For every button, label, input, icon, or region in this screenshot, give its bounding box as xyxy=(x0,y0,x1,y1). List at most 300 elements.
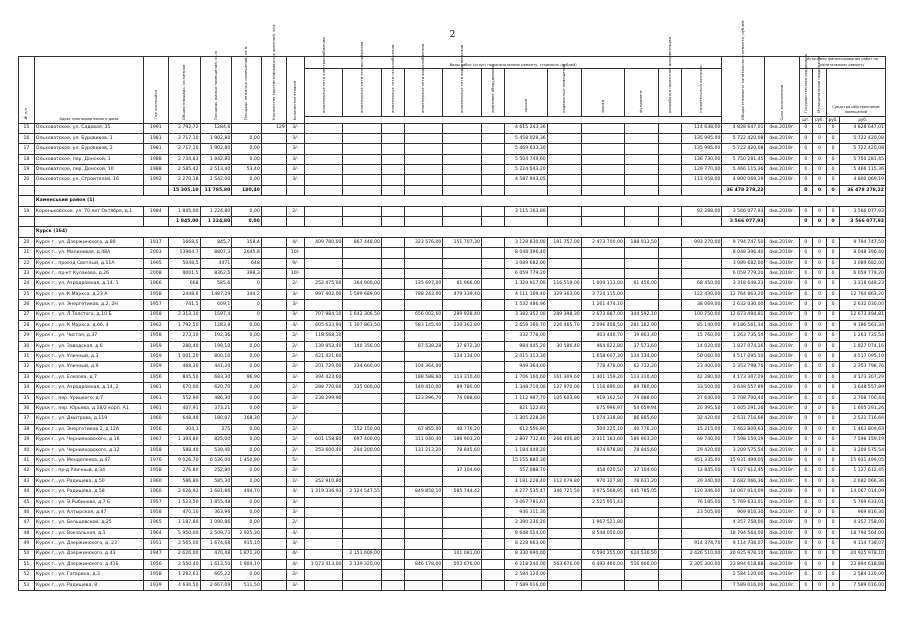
row-work-cost xyxy=(404,300,443,310)
header-residents: Количество зарегистрированных жителей, чел. xyxy=(261,57,286,124)
row-funding-state: 0 xyxy=(799,279,813,289)
row-nonliving-area: 0,00 xyxy=(232,352,262,362)
row-residents xyxy=(261,518,286,528)
row-total-cost: 9 114 738,07 xyxy=(722,539,765,549)
row-floors: 3/- xyxy=(286,154,304,164)
table-row xyxy=(19,237,886,247)
row-funding-other: 0 xyxy=(826,539,840,549)
row-funding-other: 0 xyxy=(826,144,840,154)
row-residents xyxy=(261,320,286,330)
row-total-area: 276,80 xyxy=(168,466,200,476)
row-funding-other: 0 xyxy=(826,341,840,351)
row-funding-state: 0 xyxy=(799,528,813,538)
row-work-cost xyxy=(681,580,722,590)
row-work-cost: 344 592,10 xyxy=(624,310,658,320)
row-floors: 4/- xyxy=(286,487,304,497)
row-work-cost: 997 402,00 xyxy=(304,289,343,299)
row-funding-owners: 7 598 159,19 xyxy=(840,435,886,445)
row-period: 4кв.2019г. xyxy=(765,424,799,434)
row-work-cost xyxy=(404,175,443,185)
row-total-area: 1 394,80 xyxy=(168,435,200,445)
row-work-cost xyxy=(382,424,405,434)
row-funding-municipal: 0 xyxy=(813,559,827,569)
row-funding-municipal: 0 xyxy=(813,580,827,590)
row-work-cost: 3 089 682,00 xyxy=(504,258,547,268)
row-work-cost xyxy=(547,175,581,185)
table-row xyxy=(19,580,886,590)
row-funding-owners: 4 173 307,29 xyxy=(840,372,886,382)
row-funding-state: 0 xyxy=(799,123,813,133)
row-funding-other: 0 xyxy=(826,518,840,528)
total-spacer xyxy=(681,185,722,195)
row-work-cost xyxy=(343,507,382,517)
row-work-cost xyxy=(382,165,405,175)
header-funding-col: Государственная поддержка xyxy=(799,69,813,117)
row-nonliving-area: 1 871,30 xyxy=(232,549,262,559)
row-total-cost: 15 931 499,05 xyxy=(722,456,765,466)
row-work-cost xyxy=(304,497,343,507)
row-work-cost: 3 128 830,00 xyxy=(504,237,547,247)
row-nonliving-area: 0,00 xyxy=(232,445,262,455)
row-funding-municipal: 0 xyxy=(813,372,827,382)
row-work-cost: 1 706 160,60 xyxy=(504,372,547,382)
row-work-cost: 61 456,00 xyxy=(624,279,658,289)
row-work-cost xyxy=(382,123,405,133)
row-number: 51 xyxy=(19,559,35,569)
table-row xyxy=(19,404,886,414)
row-work-cost: 149 410,00 xyxy=(404,383,443,393)
row-work-cost xyxy=(581,507,624,517)
row-work-cost: 867 448,00 xyxy=(343,237,382,247)
capital-repair-table xyxy=(18,20,886,591)
row-number: 27 xyxy=(19,310,35,320)
header-work-col: инженерные сети водоотведения xyxy=(443,69,482,117)
row-work-cost: 2 390 236,20 xyxy=(504,518,547,528)
row-work-cost xyxy=(304,133,343,143)
row-work-cost xyxy=(382,414,405,424)
row-residents xyxy=(261,206,286,216)
row-number: 21 xyxy=(19,248,35,258)
row-work-cost: 32 420,00 xyxy=(681,414,722,424)
row-funding-other: 0 xyxy=(826,268,840,278)
row-funding-municipal: 0 xyxy=(813,497,827,507)
row-total-area: 5048,5 xyxy=(168,258,200,268)
row-residents xyxy=(261,466,286,476)
row-work-cost xyxy=(382,258,405,268)
row-residents xyxy=(261,559,286,569)
total-row xyxy=(19,185,886,195)
header-work-col: фасад xyxy=(581,69,624,117)
row-work-cost xyxy=(343,497,382,507)
total-spacer xyxy=(143,185,168,195)
row-work-cost xyxy=(304,570,343,580)
row-nonliving-area: 344,2 xyxy=(232,289,262,299)
row-funding-state: 0 xyxy=(799,570,813,580)
row-work-cost xyxy=(481,487,504,497)
row-work-cost xyxy=(481,528,504,538)
row-work-cost xyxy=(382,362,405,372)
row-funding-state: 0 xyxy=(799,476,813,486)
row-funding-other: 0 xyxy=(826,362,840,372)
row-work-cost xyxy=(547,258,581,268)
row-work-cost: 29 340,00 xyxy=(681,476,722,486)
total-funding: 0 xyxy=(813,185,827,195)
row-work-cost xyxy=(343,456,382,466)
row-funding-state: 0 xyxy=(799,237,813,247)
row-living-area: 8362,5 xyxy=(200,268,232,278)
row-work-cost: 1 329 917,00 xyxy=(504,279,547,289)
row-work-cost: 346 721,50 xyxy=(547,487,581,497)
row-work-cost xyxy=(481,289,504,299)
table-row xyxy=(19,539,886,549)
row-period: 4кв.2019г. xyxy=(765,289,799,299)
row-work-cost xyxy=(404,268,443,278)
row-work-cost: 605 633,90 xyxy=(304,320,343,330)
row-work-cost: 993 270,00 xyxy=(681,237,722,247)
row-funding-other: 0 xyxy=(826,237,840,247)
row-funding-owners: 23 894 618,88 xyxy=(840,559,886,569)
row-residents xyxy=(261,435,286,445)
row-funding-municipal: 0 xyxy=(813,154,827,164)
row-work-cost xyxy=(481,424,504,434)
row-work-cost: 2 124 547,55 xyxy=(343,487,382,497)
row-living-area: 1 674,68 xyxy=(200,539,232,549)
row-address: Курск г., ул. Радищева, д.58 xyxy=(34,487,143,497)
row-address: Курск г., пр-д Уличный, д.34 xyxy=(34,466,143,476)
row-residents xyxy=(261,487,286,497)
row-work-cost xyxy=(547,133,581,143)
table-row xyxy=(19,133,886,143)
table-row xyxy=(19,445,886,455)
row-residents xyxy=(261,289,286,299)
row-work-cost xyxy=(443,206,482,216)
row-work-cost xyxy=(343,258,382,268)
row-nonliving-area: 0,00 xyxy=(232,424,262,434)
total-cost: 3 566 077,93 xyxy=(722,217,765,227)
row-nonliving-area: 0,00 xyxy=(232,476,262,486)
table-row xyxy=(19,289,886,299)
unit-cell: руб. xyxy=(840,116,886,123)
row-period: 4кв.2019г. xyxy=(765,435,799,445)
row-work-cost xyxy=(343,393,382,403)
row-work-cost: 849 858,10 xyxy=(404,487,443,497)
row-work-cost xyxy=(658,383,681,393)
row-period: 4кв.2019г. xyxy=(765,279,799,289)
row-number: 33 xyxy=(19,372,35,382)
row-work-cost xyxy=(343,580,382,590)
row-work-cost: 1 074 338,80 xyxy=(581,414,624,424)
table-row xyxy=(19,165,886,175)
row-work-cost xyxy=(658,456,681,466)
row-work-cost: 1 401 159,20 xyxy=(581,372,624,382)
row-address: Ольховатское, пер. Донской, 10 xyxy=(34,165,143,175)
row-work-cost xyxy=(382,528,405,538)
total-owners: 36 478 278,22 xyxy=(840,185,886,195)
row-period: 4кв.2019г. xyxy=(765,393,799,403)
row-address: Курск г., ул. Вокзальная, д.1 xyxy=(34,528,143,538)
row-work-cost xyxy=(658,206,681,216)
row-funding-state: 0 xyxy=(799,539,813,549)
row-work-cost: 1 348 710,00 xyxy=(504,383,547,393)
row-total-cost: 6 059 779,20 xyxy=(722,268,765,278)
row-year: 1962 xyxy=(143,320,168,330)
row-work-cost xyxy=(624,507,658,517)
row-living-area: 192,36 xyxy=(200,331,232,341)
row-total-cost: 1 127 612,45 xyxy=(722,466,765,476)
row-work-cost xyxy=(581,248,624,258)
row-residents xyxy=(261,268,286,278)
row-work-cost xyxy=(404,466,443,476)
total-funding: 0 xyxy=(799,217,813,227)
row-funding-municipal: 0 xyxy=(813,424,827,434)
row-year: 1951 xyxy=(143,539,168,549)
row-work-cost xyxy=(404,404,443,414)
table-row xyxy=(19,279,886,289)
row-work-cost xyxy=(443,258,482,268)
row-work-cost: 39 863,40 xyxy=(624,331,658,341)
row-funding-owners: 6 059 779,20 xyxy=(840,268,886,278)
row-work-cost xyxy=(547,445,581,455)
row-work-cost: 100 750,00 xyxy=(681,310,722,320)
row-work-cost xyxy=(481,331,504,341)
row-period: 4кв.2019г. xyxy=(765,507,799,517)
row-total-cost: 18 794 564,00 xyxy=(722,528,765,538)
row-address: Ольховатское, ул. Буровиков, 1 xyxy=(34,133,143,143)
row-work-cost: 4 277 535,47 xyxy=(504,487,547,497)
row-year: 1957 xyxy=(143,497,168,507)
row-work-cost xyxy=(481,404,504,414)
row-work-cost xyxy=(382,248,405,258)
row-funding-state: 0 xyxy=(799,580,813,590)
row-funding-owners: 2 531 716,66 xyxy=(840,414,886,424)
row-work-cost: 120 346,00 xyxy=(681,487,722,497)
table-row xyxy=(19,456,886,466)
row-year: 1960 xyxy=(143,414,168,424)
row-work-cost xyxy=(304,456,343,466)
row-year: 1959 xyxy=(143,352,168,362)
total-spacer xyxy=(765,185,799,195)
row-total-cost: 3 566 077,93 xyxy=(722,206,765,216)
row-work-cost xyxy=(658,133,681,143)
row-work-cost xyxy=(481,341,504,351)
row-living-area: 373,21 xyxy=(200,404,232,414)
row-number: 50 xyxy=(19,549,35,559)
row-total-cost: 3 209 575,54 xyxy=(722,445,765,455)
row-work-cost: 464 822,80 xyxy=(581,341,624,351)
row-work-cost: 364 900,00 xyxy=(343,279,382,289)
row-living-area: 1 902,80 xyxy=(200,144,232,154)
row-work-cost xyxy=(547,456,581,466)
row-funding-municipal: 0 xyxy=(813,341,827,351)
table-row xyxy=(19,507,886,517)
row-work-cost xyxy=(624,154,658,164)
row-nonliving-area: 0,00 xyxy=(232,362,262,372)
row-work-cost xyxy=(382,466,405,476)
row-funding-municipal: 0 xyxy=(813,279,827,289)
row-address: Курск г., ул. К.Маркса, д.66, 4 xyxy=(34,320,143,330)
row-work-cost xyxy=(624,133,658,143)
row-total-cost: 2 531 716,66 xyxy=(722,414,765,424)
row-funding-municipal: 0 xyxy=(813,237,827,247)
row-residents xyxy=(261,144,286,154)
row-funding-owners: 1 605 291,26 xyxy=(840,404,886,414)
row-total-area: 2 717,10 xyxy=(168,144,200,154)
row-funding-state: 0 xyxy=(799,144,813,154)
total-spacer xyxy=(343,217,382,227)
row-work-cost: 15 760,00 xyxy=(681,331,722,341)
row-work-cost: 92 288,00 xyxy=(681,206,722,216)
row-work-cost xyxy=(658,258,681,268)
row-work-cost: 135 995,00 xyxy=(681,144,722,154)
row-work-cost xyxy=(624,258,658,268)
row-work-cost xyxy=(658,404,681,414)
row-nonliving-area: 494,70 xyxy=(232,487,262,497)
row-funding-state: 0 xyxy=(799,456,813,466)
table-row xyxy=(19,258,886,268)
row-address: Курск г., проезд Светлый, д.11А xyxy=(34,258,143,268)
table-row xyxy=(19,487,886,497)
row-nonliving-area: 1 904,10 xyxy=(232,559,262,569)
row-funding-owners: 14 067 014,09 xyxy=(840,487,886,497)
row-total-area: 2 313,10 xyxy=(168,310,200,320)
row-work-cost xyxy=(624,580,658,590)
row-year: 1959 xyxy=(143,341,168,351)
row-floors: 4/- xyxy=(286,549,304,559)
row-work-cost: 583 145,40 xyxy=(404,320,443,330)
row-work-cost: 127 970,00 xyxy=(547,383,581,393)
table-row xyxy=(19,497,886,507)
row-floors: 2/- xyxy=(286,341,304,351)
row-funding-municipal: 0 xyxy=(813,258,827,268)
total-spacer xyxy=(658,217,681,227)
row-work-cost xyxy=(624,268,658,278)
row-work-cost xyxy=(443,165,482,175)
row-period: 4кв.2019г. xyxy=(765,123,799,133)
row-nonliving-area: 0,00 xyxy=(232,133,262,143)
row-nonliving-area: 0,00 xyxy=(232,206,262,216)
header-work-col: подвальные помещения xyxy=(547,69,581,117)
row-work-cost: 504 225,10 xyxy=(581,424,624,434)
row-funding-other: 0 xyxy=(826,445,840,455)
row-number: 48 xyxy=(19,528,35,538)
row-floors: 3/- xyxy=(286,144,304,154)
row-funding-owners: 1 827 074,16 xyxy=(840,341,886,351)
row-work-cost xyxy=(547,466,581,476)
row-funding-municipal: 0 xyxy=(813,123,827,133)
row-work-cost: 612 556,90 xyxy=(504,424,547,434)
row-living-area: 845,7 xyxy=(200,237,232,247)
row-work-cost xyxy=(304,549,343,559)
row-floors: 2/- xyxy=(286,331,304,341)
header-year: Год постройки xyxy=(143,57,168,124)
row-work-cost: 8 048 396,40 xyxy=(504,248,547,258)
row-funding-municipal: 0 xyxy=(813,206,827,216)
row-work-cost: 139 853,40 xyxy=(304,341,343,351)
total-area: 1 845,00 xyxy=(168,217,200,227)
row-total-area: 13964,7 xyxy=(168,248,200,258)
row-funding-owners: 12 764 863,20 xyxy=(840,289,886,299)
row-funding-owners: 2 682 066,36 xyxy=(840,476,886,486)
row-funding-other: 0 xyxy=(826,320,840,330)
row-address: Курск г., ул. Радищева, 8 xyxy=(34,580,143,590)
row-living-area: 1 613,50 xyxy=(200,559,232,569)
row-living-area: 1 090,86 xyxy=(200,518,232,528)
row-residents xyxy=(261,539,286,549)
unit-cell: шт. xyxy=(799,116,813,123)
row-funding-other: 0 xyxy=(826,258,840,268)
row-funding-owners: 4 357 758,00 xyxy=(840,518,886,528)
row-work-cost xyxy=(481,372,504,382)
row-year: 1960 xyxy=(143,476,168,486)
row-total-area: 845,50 xyxy=(168,372,200,382)
row-residents xyxy=(261,404,286,414)
row-residents xyxy=(261,248,286,258)
row-funding-other: 0 xyxy=(826,570,840,580)
row-funding-municipal: 0 xyxy=(813,393,827,403)
row-year: 1958 xyxy=(143,570,168,580)
row-number: 29 xyxy=(19,331,35,341)
row-funding-municipal: 0 xyxy=(813,300,827,310)
row-living-area: 6 536,00 xyxy=(200,456,232,466)
row-work-cost xyxy=(658,539,681,549)
row-floors: 10/- xyxy=(286,248,304,258)
row-period: 4кв.2019г. xyxy=(765,476,799,486)
row-number: 46 xyxy=(19,507,35,517)
page-number: 2 xyxy=(449,30,456,40)
row-year: 1958 xyxy=(143,445,168,455)
row-work-cost: 136 730,00 xyxy=(681,154,722,164)
row-work-cost xyxy=(304,248,343,258)
row-residents xyxy=(261,362,286,372)
row-work-cost: 68 450,00 xyxy=(681,279,722,289)
row-work-cost: 20 395,50 xyxy=(681,404,722,414)
table-row xyxy=(19,424,886,434)
row-funding-municipal: 0 xyxy=(813,487,827,497)
row-number: 39 xyxy=(19,435,35,445)
row-work-cost: 949 364,00 xyxy=(504,362,547,372)
row-total-area: 2 626,93 xyxy=(168,487,200,497)
row-work-cost: 3 724 115,00 xyxy=(581,289,624,299)
row-work-cost xyxy=(481,539,504,549)
row-funding-municipal: 0 xyxy=(813,331,827,341)
row-funding-municipal: 0 xyxy=(813,528,827,538)
row-funding-owners: 4 800 069,19 xyxy=(840,175,886,185)
row-number: 25 xyxy=(19,289,35,299)
row-work-cost: 253 600,40 xyxy=(304,445,343,455)
row-number: 18 xyxy=(19,154,35,164)
row-work-cost xyxy=(658,435,681,445)
row-work-cost xyxy=(304,165,343,175)
row-work-cost: 289 928,40 xyxy=(443,310,482,320)
row-work-cost xyxy=(304,507,343,517)
row-work-cost xyxy=(481,123,504,133)
row-work-cost: 135 995,00 xyxy=(681,133,722,143)
row-work-cost: 656 002,60 xyxy=(404,310,443,320)
row-funding-municipal: 0 xyxy=(813,248,827,258)
row-work-cost: 846 178,00 xyxy=(404,559,443,569)
row-living-area: 252,80 xyxy=(200,466,232,476)
row-address: Курск г., ул. Алтырская, д.47 xyxy=(34,507,143,517)
row-work-cost: 2 015 313,30 xyxy=(504,352,547,362)
total-owners: 3 566 077,93 xyxy=(840,217,886,227)
row-work-cost: 914 374,70 xyxy=(681,539,722,549)
row-year: 1988 xyxy=(143,154,168,164)
row-period: 4кв.2019г. xyxy=(765,539,799,549)
row-residents xyxy=(261,445,286,455)
row-funding-other: 0 xyxy=(826,372,840,382)
row-work-cost xyxy=(481,456,504,466)
row-work-cost xyxy=(481,362,504,372)
